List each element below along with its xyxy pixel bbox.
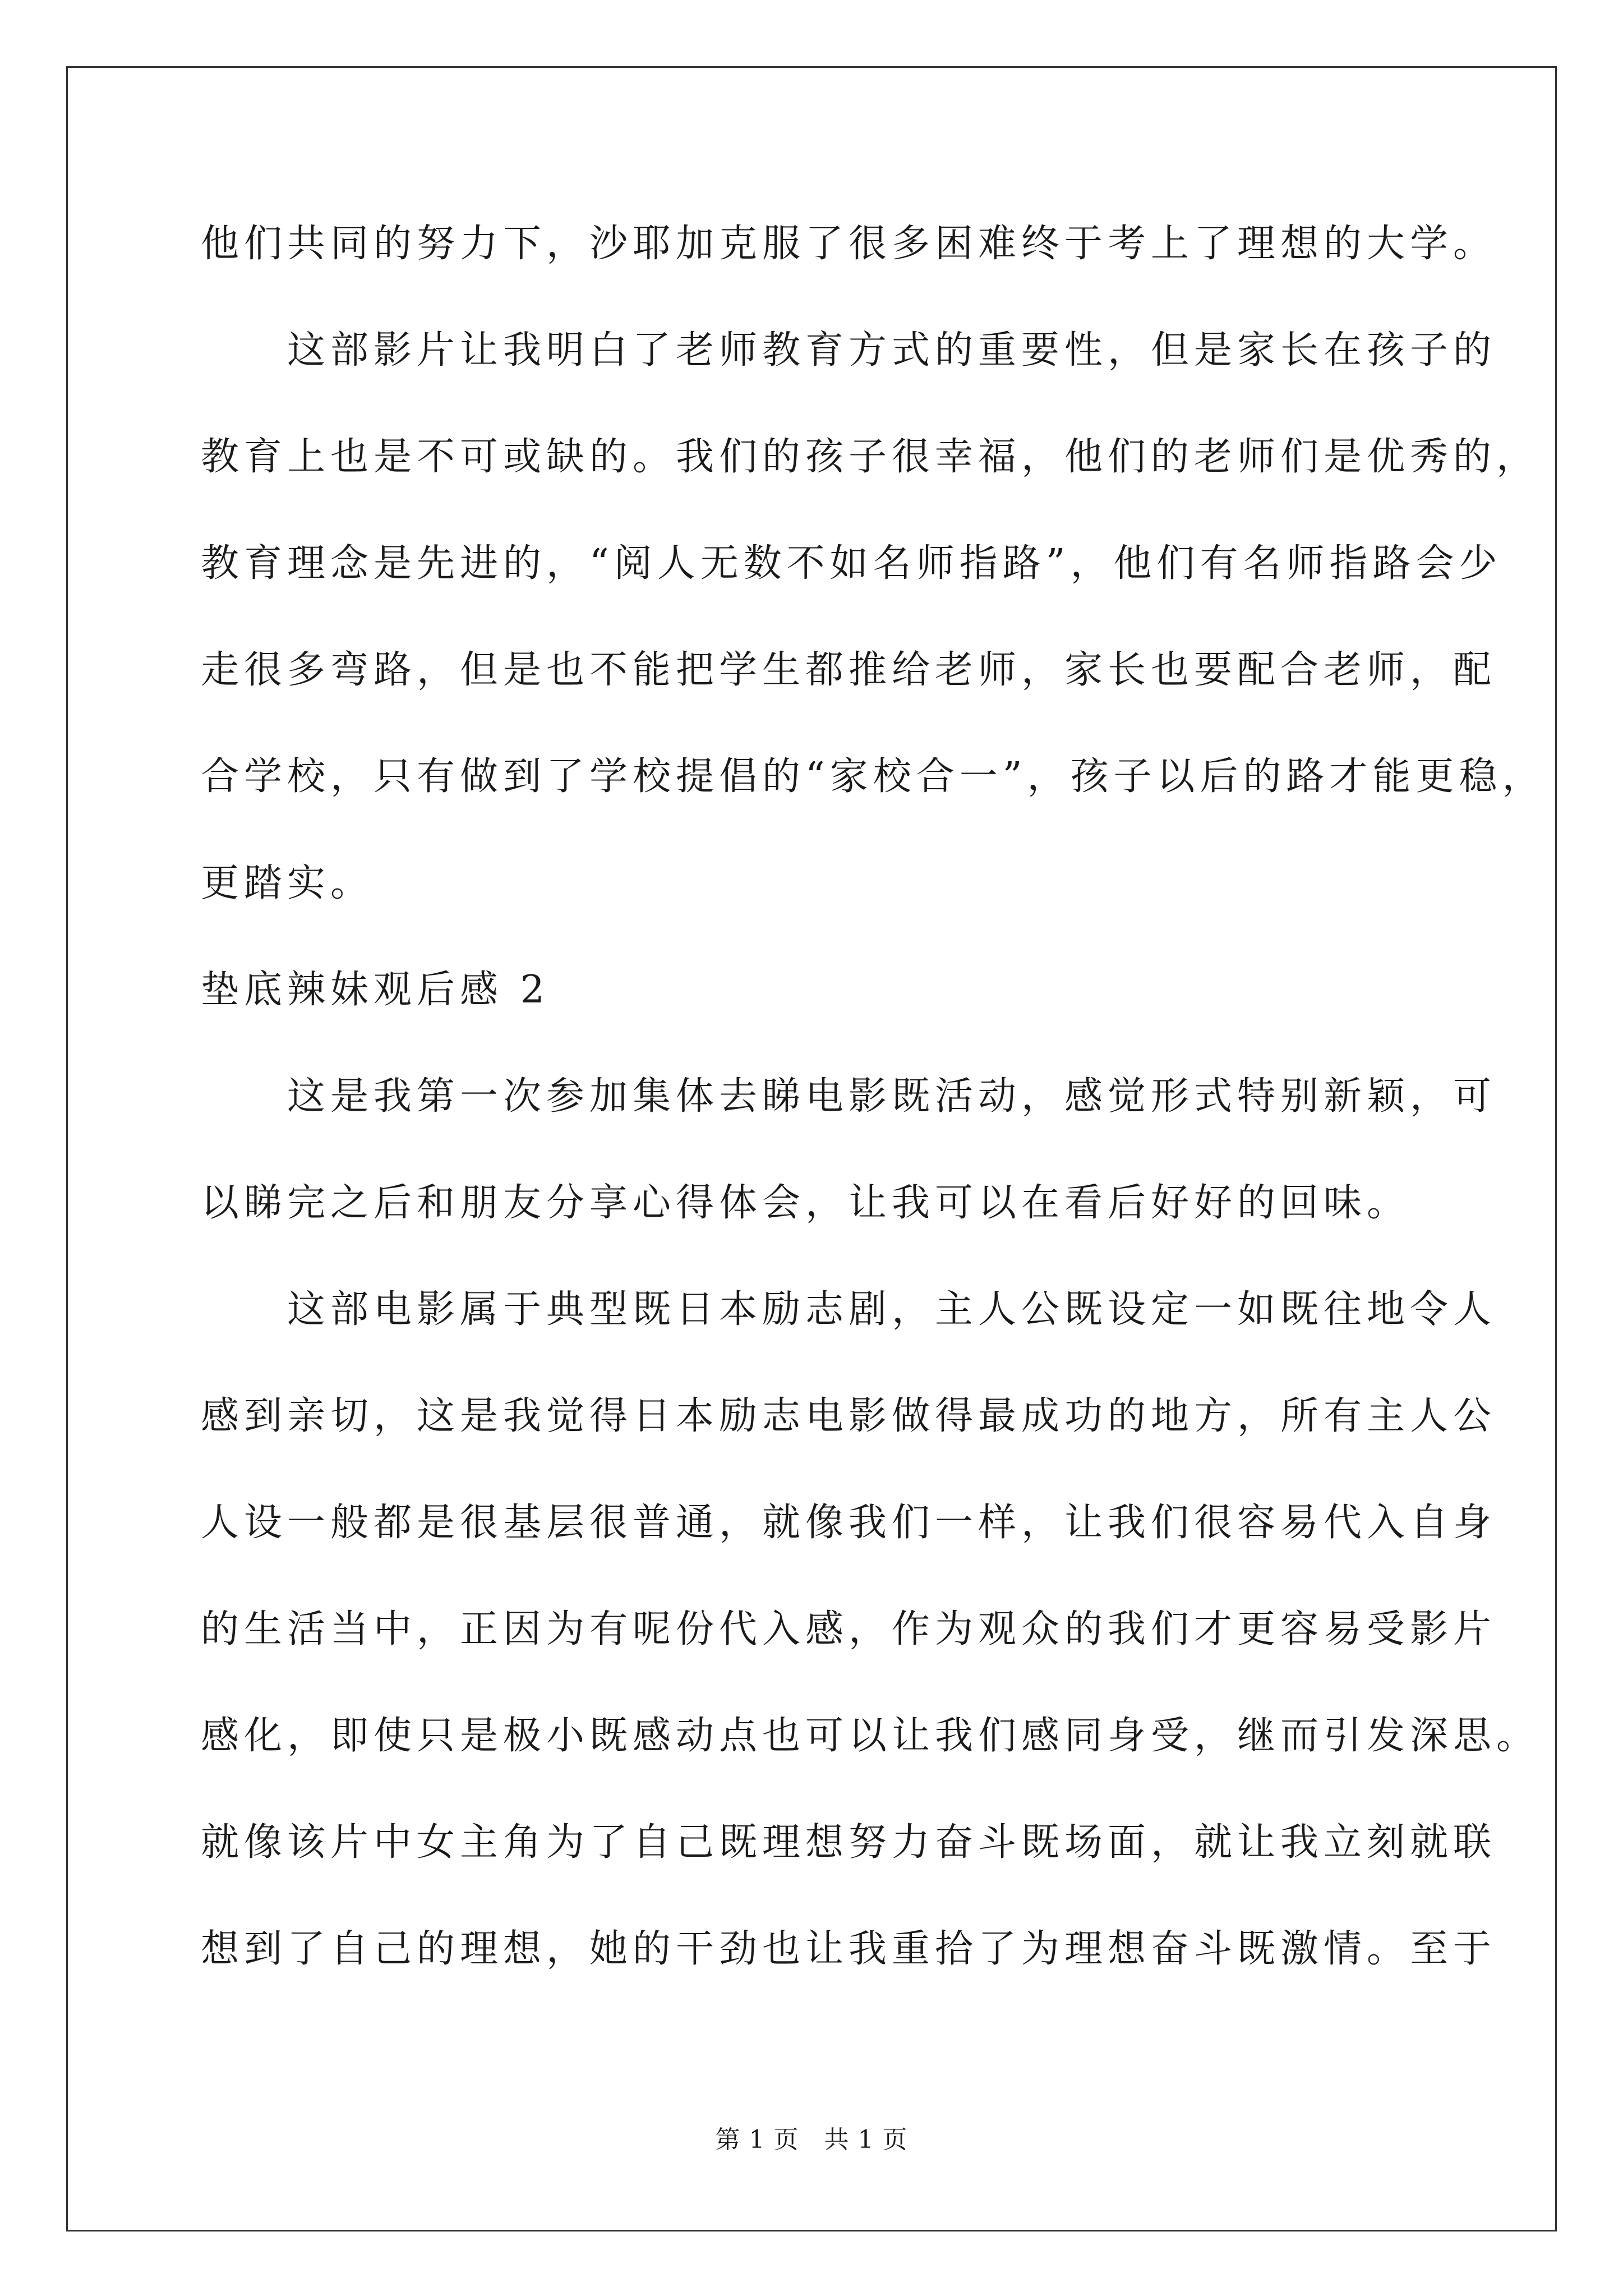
text-line-15: 感化，即使只是极小既感动点也可以让我们感同身受，继而引发深思。 — [201, 1714, 1540, 1758]
section-heading: 垫底辣妹观后感 2 — [201, 968, 550, 1012]
text-line-16: 就像该片中女主角为了自己既理想努力奋斗既场面，就让我立刻就联 — [201, 1820, 1497, 1865]
document-body — [201, 191, 1546, 2003]
text-line-2: 这部影片让我明白了老师教育方式的重要性，但是家长在孩子的 — [201, 328, 1497, 372]
text-line-13: 人设一般都是很基层很普通，就像我们一样，让我们很容易代入自身 — [201, 1501, 1497, 1545]
text-line-12: 感到亲切，这是我觉得日本励志电影做得最成功的地方，所有主人公 — [201, 1394, 1497, 1438]
text-line-7: 更踏实。 — [201, 861, 374, 905]
text-line-17: 想到了自己的理想，她的干劲也让我重拾了为理想奋斗既激情。至于 — [201, 1927, 1497, 1971]
text-line-6: 合学校，只有做到了学校提倡的“家校合一”，孩子以后的路才能更稳， — [201, 754, 1546, 799]
text-line-3: 教育上也是不可或缺的。我们的孩子很幸福，他们的老师们是优秀的， — [201, 435, 1540, 479]
text-line-11: 这部电影属于典型既日本励志剧，主人公既设定一如既往地令人 — [201, 1287, 1497, 1332]
text-line-10: 以睇完之后和朋友分享心得体会，让我可以在看后好好的回味。 — [201, 1181, 1410, 1225]
page-number-footer: 第 1 页 共 1 页 — [715, 2125, 908, 2154]
text-line-14: 的生活当中，正因为有呢份代入感，作为观众的我们才更容易受影片 — [201, 1607, 1497, 1651]
text-line-5: 走很多弯路，但是也不能把学生都推给老师，家长也要配合老师，配 — [201, 648, 1497, 692]
text-line-4: 教育理念是先进的，“阅人无数不如名师指路”，他们有名师指路会少 — [201, 541, 1502, 586]
text-line-1: 他们共同的努力下，沙耶加克服了很多困难终于考上了理想的大学。 — [201, 222, 1497, 266]
text-line-9: 这是我第一次参加集体去睇电影既活动，感觉形式特别新颖，可 — [201, 1074, 1497, 1119]
